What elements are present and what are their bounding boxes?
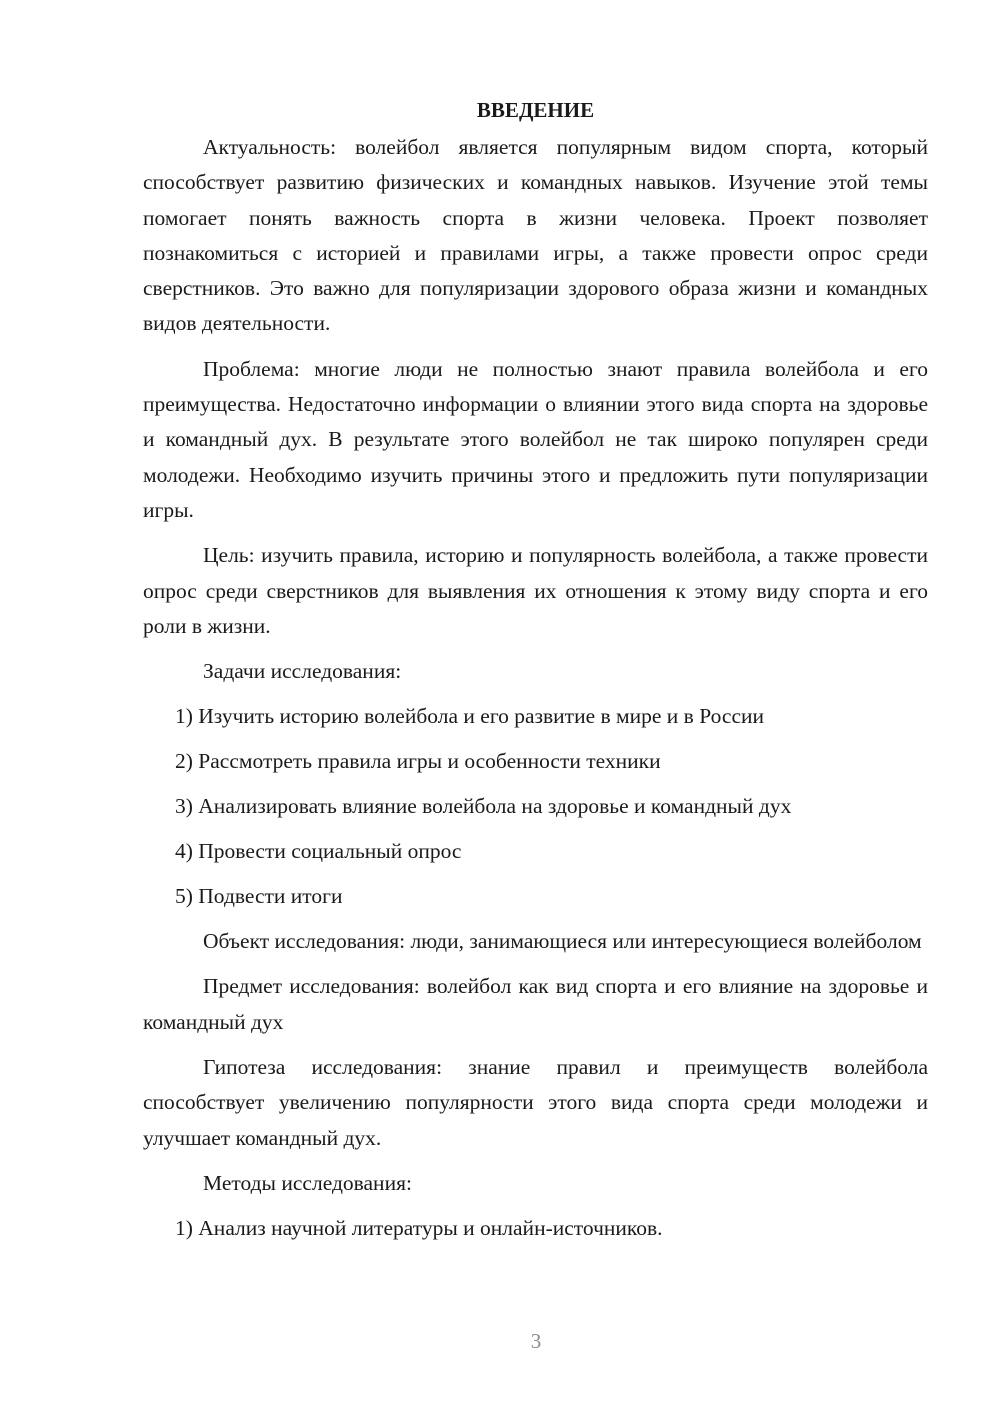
method-item: 1) Анализ научной литературы и онлайн-источников. xyxy=(175,1215,663,1240)
section-heading: ВВЕДЕНИЕ xyxy=(476,98,595,122)
task-item: 1) Изучить историю волейбола и его развитие в мире и в России xyxy=(175,704,765,729)
object-paragraph: Объект исследования: люди, занимающиеся или интересующиеся волейболом xyxy=(203,929,922,954)
goal-paragraph: Цель: изучить правила, историю и популярность волейбола, а также провести опрос среди сверстников для выявления их отношения к этому виду спорта и его роли в жизни. xyxy=(143,543,928,638)
task-item: 4) Провести социальный опрос xyxy=(175,839,462,864)
page-number: 3 xyxy=(530,1329,542,1353)
subject-paragraph: Предмет исследования: волейбол как вид спорта и его влияние на здоровье и командный дух xyxy=(143,974,928,1034)
task-item: 5) Подвести итоги xyxy=(175,884,343,909)
methods-list xyxy=(143,1211,928,1246)
tasks-label: Задачи исследования: xyxy=(203,659,402,684)
task-item: 3) Анализировать влияние волейбола на здоровье и командный дух xyxy=(175,794,792,819)
relevance-paragraph: Актуальность: волейбол является популярным видом спорта, который способствует развитию физических и командных навыков. Изучение этой темы помогает понять важность спорта в жизни человека. Проект позволяет познакомиться с историей и правилами игры, а также провести опрос среди сверстников. Это важно для популяризации здорового образа жизни и командных видов деятельности. xyxy=(143,135,928,336)
document-page xyxy=(143,92,928,1256)
hypothesis-paragraph: Гипотеза исследования: знание правил и преимуществ волейбола способствует увеличению популярности этого вида спорта среди молодежи и улучшает командный дух. xyxy=(143,1055,928,1150)
problem-paragraph: Проблема: многие люди не полностью знают правила волейбола и его преимущества. Недостаточно информации о влиянии этого вида спорта на здоровье и командный дух. В результате этого волейбол не так широко популярен среди молодежи. Необходимо изучить причины этого и предложить пути популяризации игры. xyxy=(143,356,928,522)
methods-label: Методы исследования: xyxy=(203,1170,412,1195)
tasks-list xyxy=(143,699,928,914)
task-item: 2) Рассмотреть правила игры и особенности техники xyxy=(175,749,661,774)
